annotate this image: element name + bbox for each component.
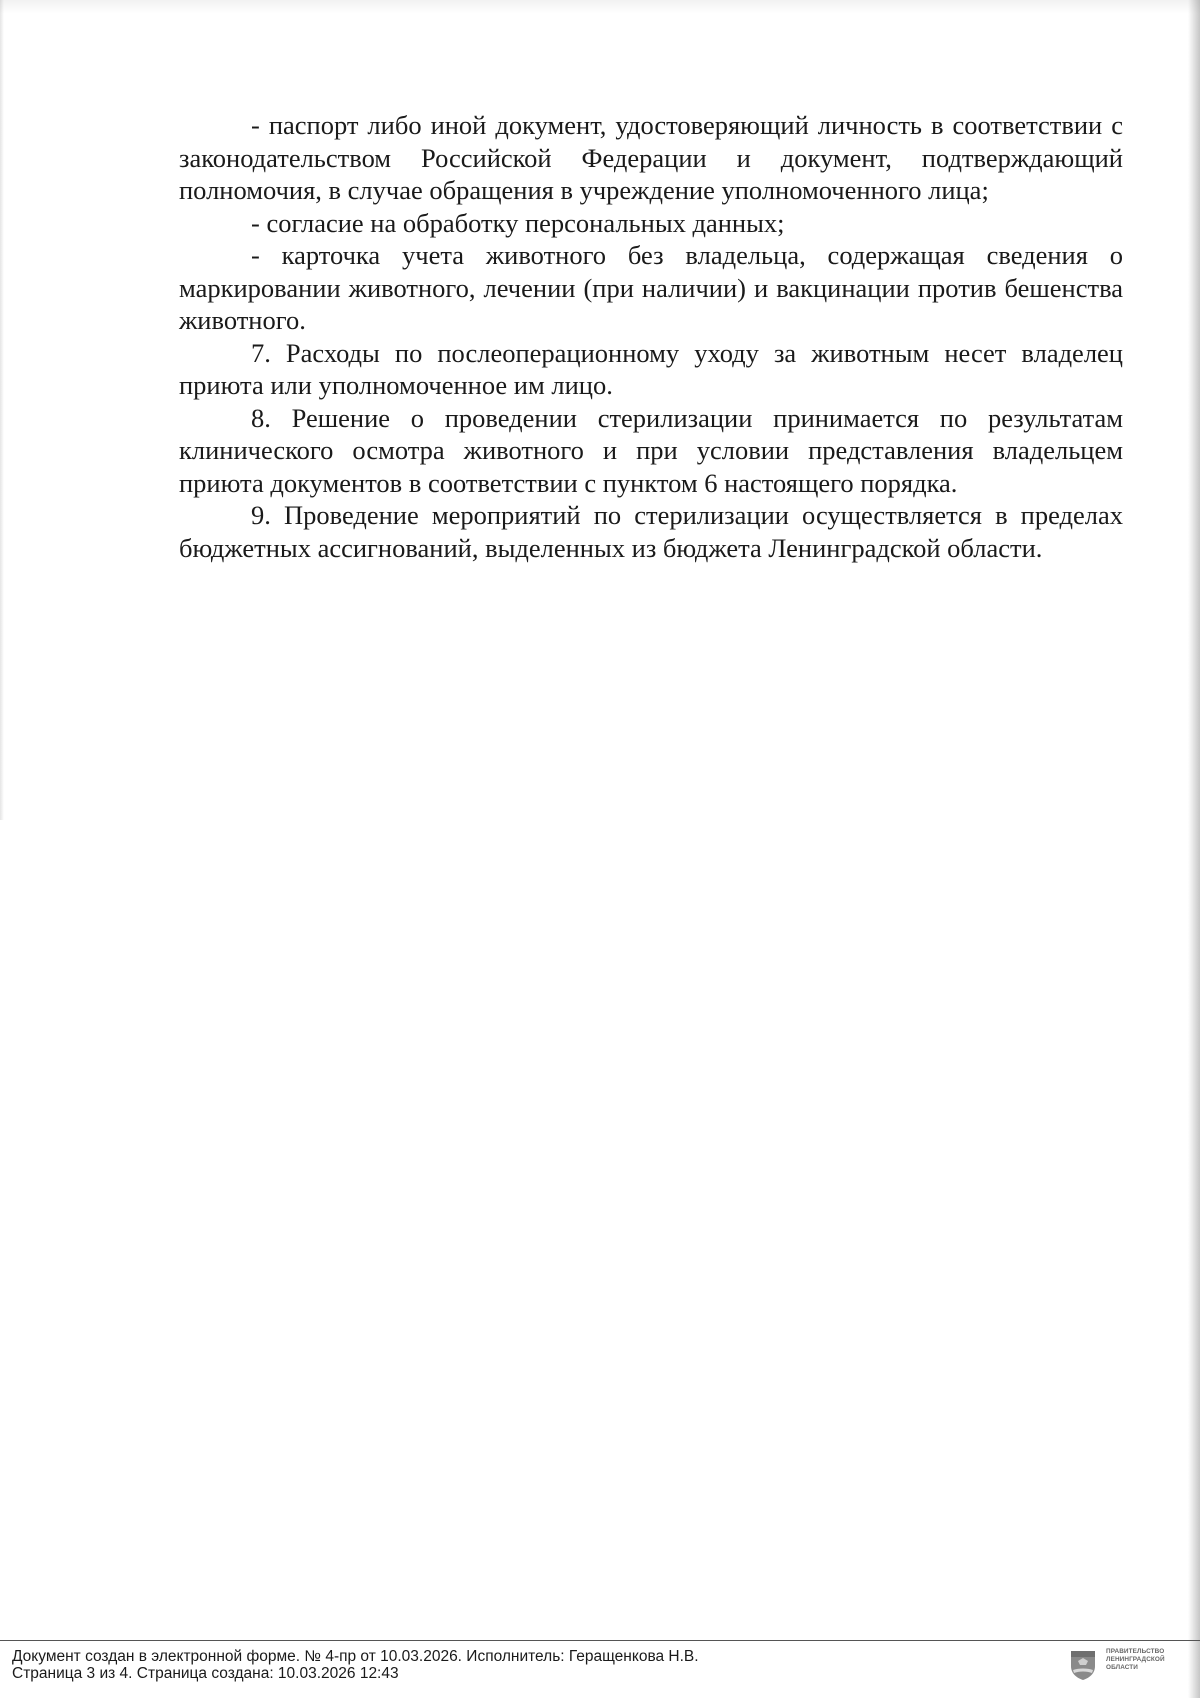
document-body bbox=[179, 109, 1123, 564]
footer-document-info: Документ создан в электронной форме. № 4-пр от 10.03.2026. Исполнитель: Геращенкова Н.В. bbox=[12, 1648, 699, 1665]
government-logo bbox=[1070, 1647, 1182, 1683]
coat-of-arms-icon bbox=[1070, 1649, 1096, 1681]
scan-edge-top bbox=[0, 0, 1200, 14]
footer-stamp bbox=[12, 1648, 699, 1682]
logo-caption-line: ПРАВИТЕЛЬСТВО bbox=[1106, 1648, 1165, 1655]
footer-divider bbox=[0, 1640, 1200, 1641]
document-paragraph: - согласие на обработку персональных данных; bbox=[251, 207, 785, 238]
scan-edge-left bbox=[0, 0, 4, 820]
logo-caption-line: ОБЛАСТИ bbox=[1106, 1664, 1138, 1672]
footer-page-info: Страница 3 из 4. Страница создана: 10.03.2026 12:43 bbox=[12, 1665, 399, 1682]
document-paragraph: - паспорт либо иной документ, удостоверяющий личность в соответствии с законодательством Российской Федерации и документ, подтверждающий полномочия, в случае обращения в учреждение уполномоченного лица; bbox=[179, 110, 1123, 205]
document-paragraph: 7. Расходы по послеоперационному уходу за животным несет владелец приюта или уполномоченное им лицо. bbox=[179, 337, 1123, 400]
document-paragraph: 8. Решение о проведении стерилизации принимается по результатам клинического осмотра животного и при условии представления владельцем приюта документов в соответствии с пунктом 6 настоящего порядка. bbox=[179, 402, 1123, 498]
logo-caption-line: ЛЕНИНГРАДСКОЙ bbox=[1106, 1656, 1165, 1664]
scan-edge-right bbox=[1188, 0, 1200, 1698]
document-paragraph: - карточка учета животного без владельца, содержащая сведения о маркировании животного, лечении (при наличии) и вакцинации против бешенства животного. bbox=[179, 240, 1123, 335]
logo-caption bbox=[1106, 1648, 1165, 1673]
document-paragraph: 9. Проведение мероприятий по стерилизации осуществляется в пределах бюджетных ассигнований, выделенных из бюджета Ленинградской области. bbox=[179, 500, 1123, 563]
